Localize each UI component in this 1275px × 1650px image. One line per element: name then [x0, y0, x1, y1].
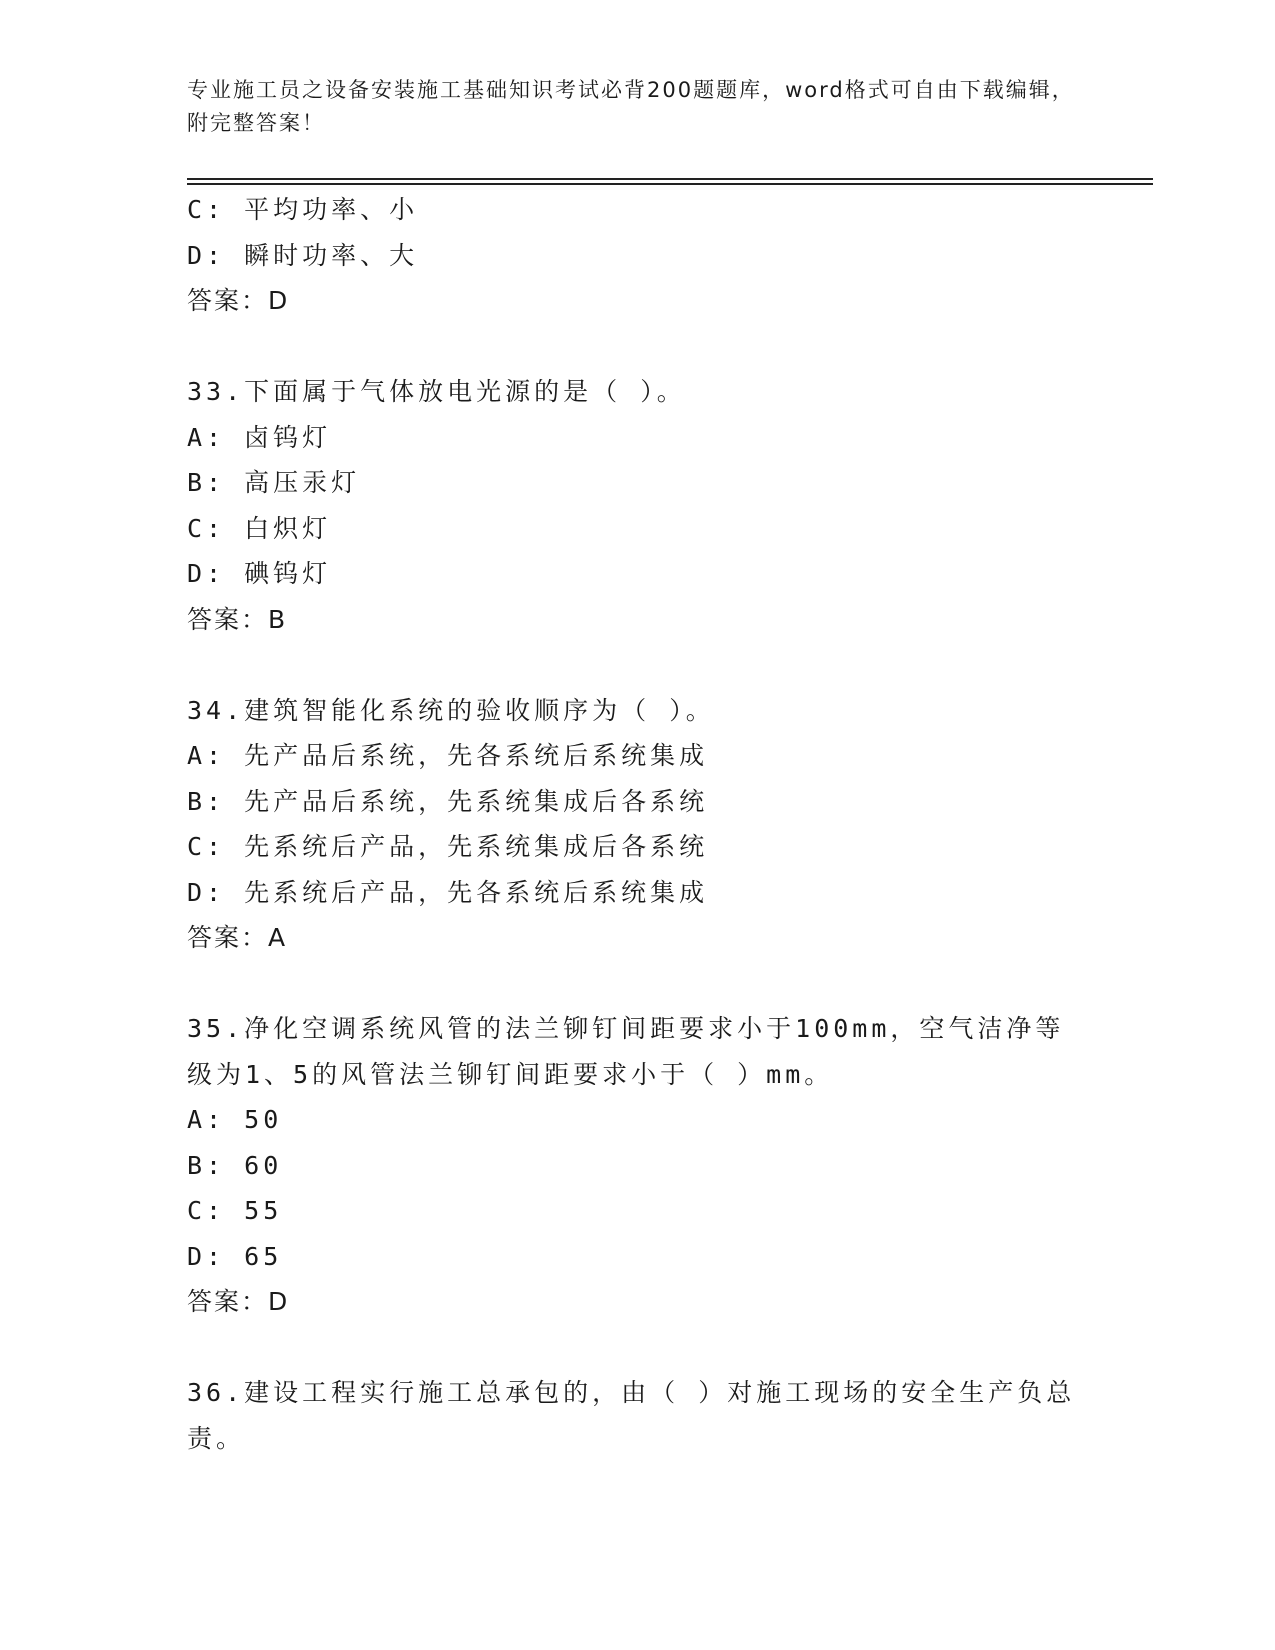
q34-option-c: C: 先系统后产品，先系统集成后各系统 — [187, 832, 709, 861]
q35-option-b: B: 60 — [187, 1150, 283, 1180]
q34-option-d: D: 先系统后产品，先各系统后系统集成 — [187, 877, 709, 907]
q32-answer: 答案：D — [187, 286, 290, 315]
q35-option-c: C: 55 — [187, 1196, 283, 1225]
document-header: 专业施工员之设备安装施工基础知识考试必背200题题库，word格式可自由下载编辑，附完整答案！ — [187, 78, 1075, 135]
spacer — [187, 961, 1087, 1007]
q34-answer: 答案：A — [187, 923, 288, 952]
q33-stem: 33.下面属于气体放电光源的是（ ）。 — [187, 377, 686, 406]
q34-option-a: A: 先产品后系统，先各系统后系统集成 — [187, 741, 709, 770]
q33-option-c: C: 白炽灯 — [187, 513, 332, 543]
q33-answer: 答案：B — [187, 604, 288, 634]
q33-option-a: A: 卤钨灯 — [187, 422, 332, 452]
spacer — [187, 324, 1087, 370]
q32-option-c: C: 平均功率、小 — [187, 195, 419, 224]
q35-answer: 答案：D — [187, 1287, 290, 1316]
question-list — [187, 187, 1087, 1461]
q35-option-a: A: 50 — [187, 1105, 283, 1134]
q32-option-d: D: 瞬时功率、大 — [187, 240, 419, 270]
spacer — [187, 642, 1087, 688]
q35-option-d: D: 65 — [187, 1241, 283, 1271]
q35-stem: 35.净化空调系统风管的法兰铆钉间距要求小于100mm，空气洁净等级为1、5的风管法兰铆钉间距要求小于（ ）mm。 — [187, 1014, 1065, 1089]
q36-stem: 36.建设工程实行施工总承包的，由（ ）对施工现场的安全生产负总责。 — [187, 1378, 1076, 1453]
q33-option-d: D: 碘钨灯 — [187, 559, 332, 588]
q33-option-b: B: 高压汞灯 — [187, 468, 361, 497]
header-divider-top — [187, 178, 1153, 180]
header-divider-bottom — [187, 183, 1153, 185]
spacer — [187, 1325, 1087, 1371]
q34-stem: 34.建筑智能化系统的验收顺序为（ ）。 — [187, 695, 715, 725]
q34-option-b: B: 先产品后系统，先系统集成后各系统 — [187, 786, 709, 816]
